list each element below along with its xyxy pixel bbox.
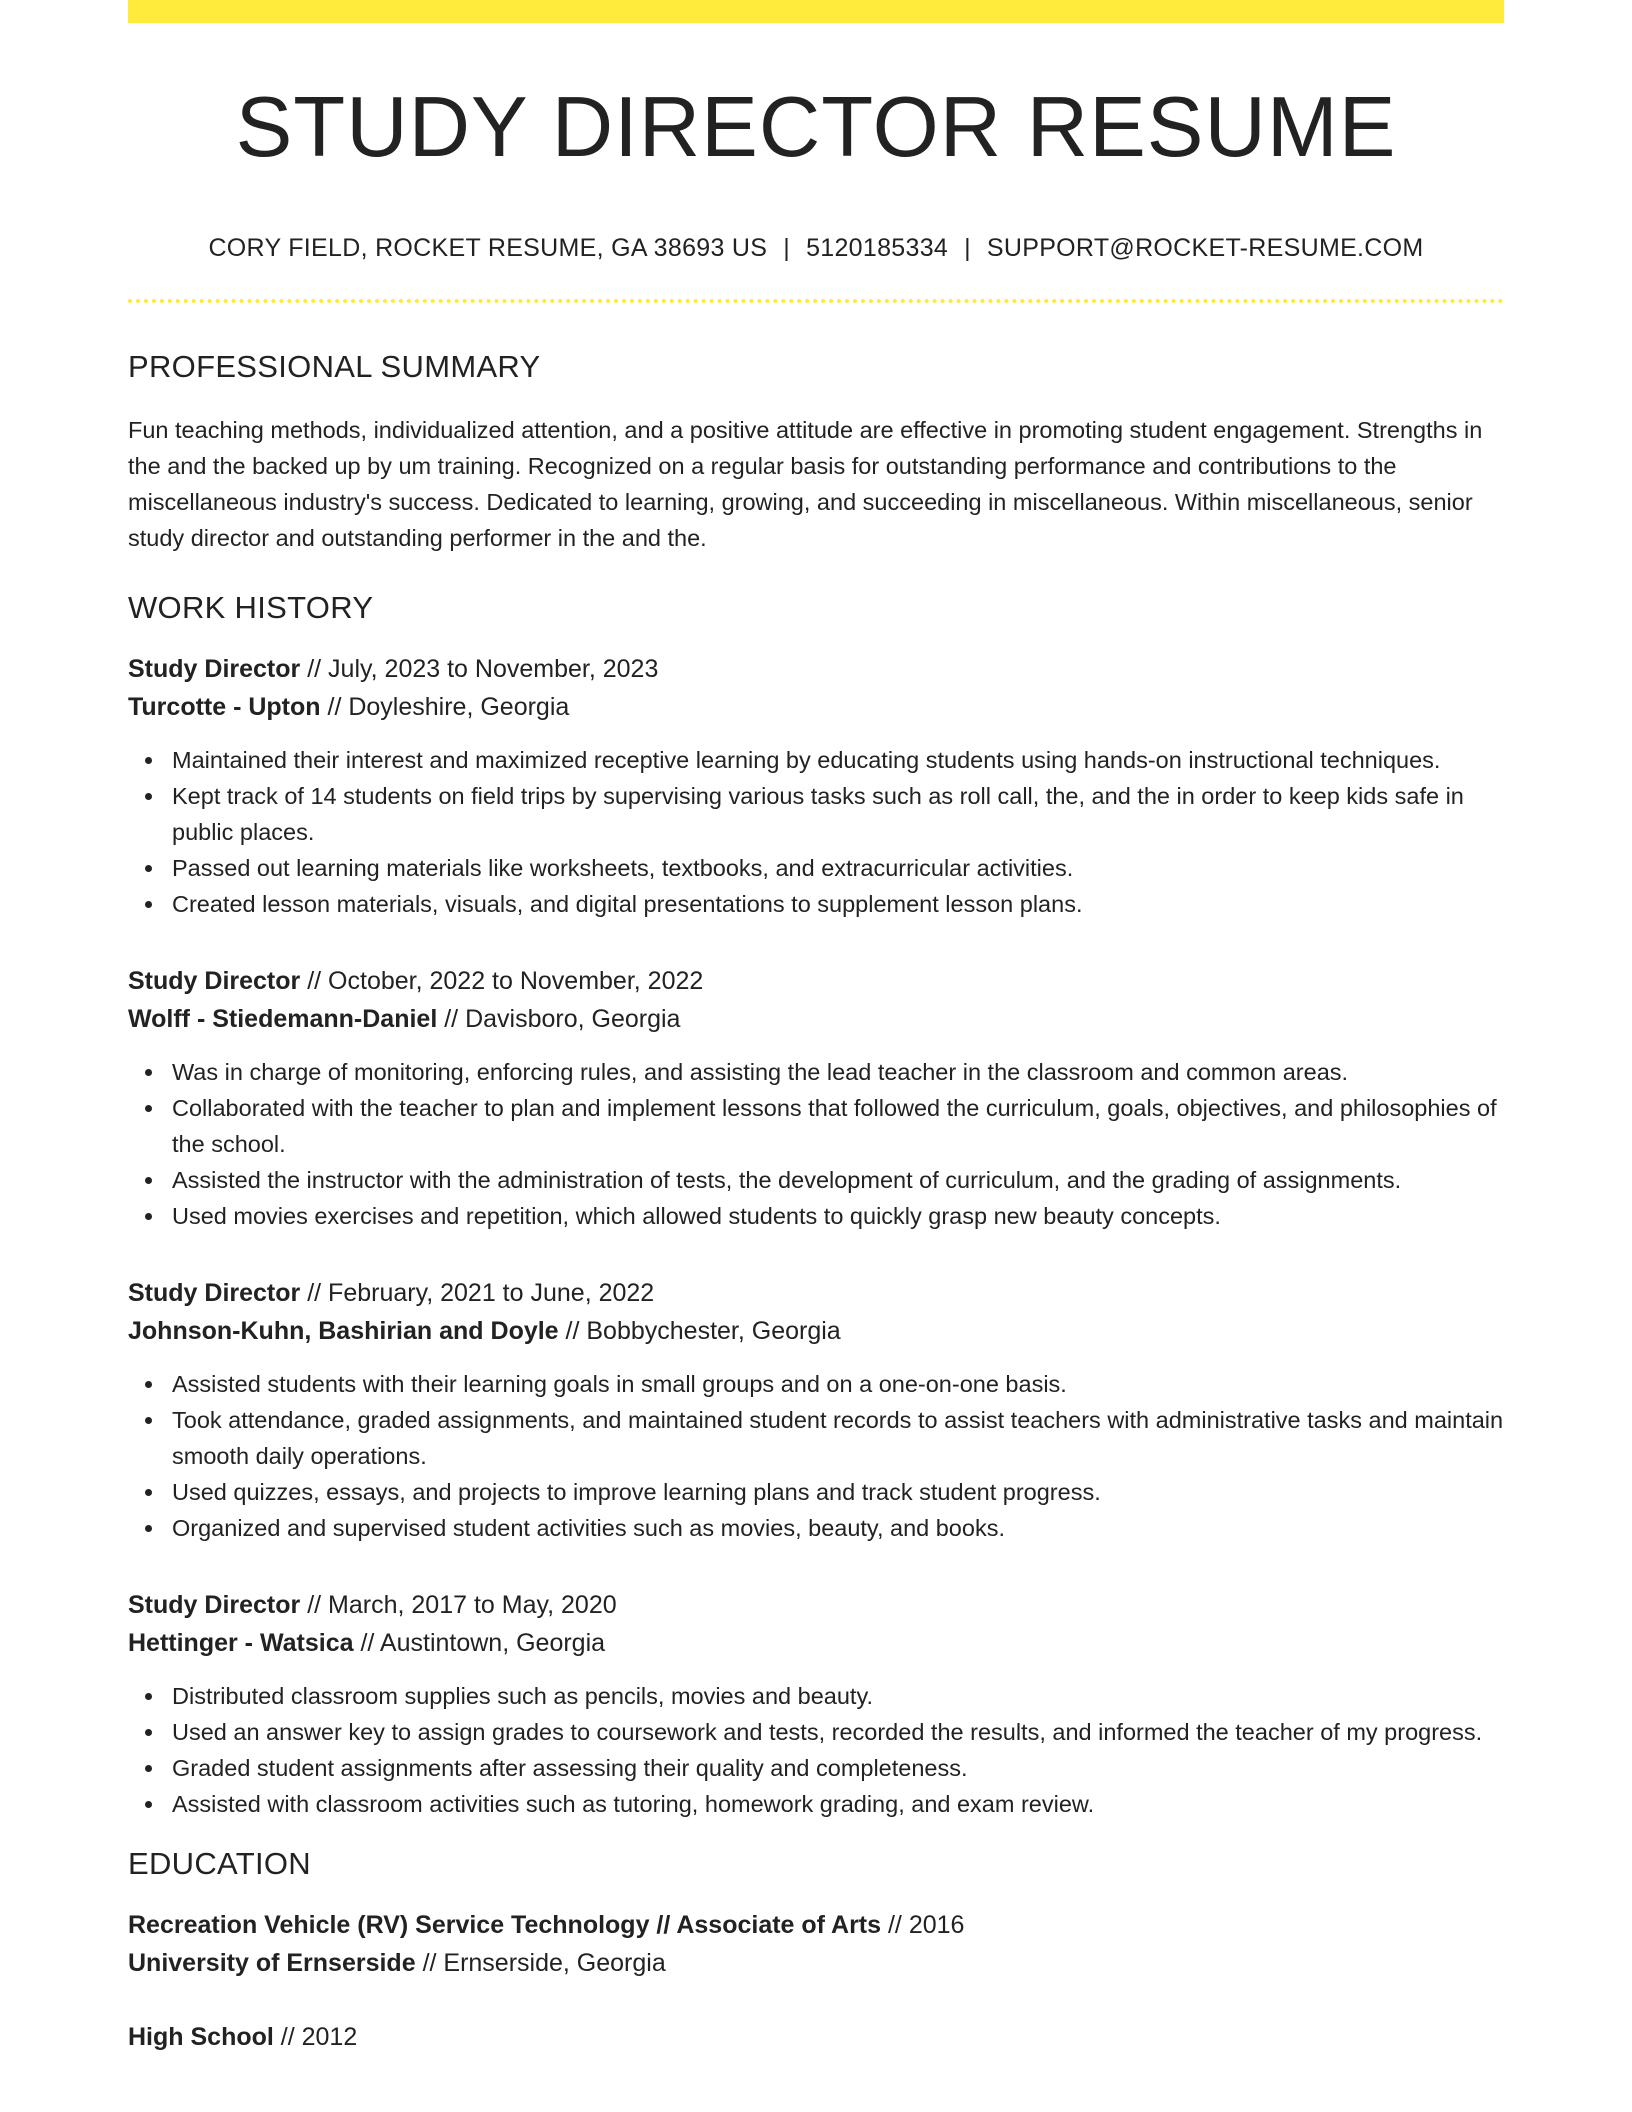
job-bullet: Maintained their interest and maximized receptive learning by educating students using hands-on instructional techniques.	[172, 742, 1504, 778]
job-company: Wolff - Stiedemann-Daniel	[128, 1005, 438, 1033]
job-role: Study Director	[128, 1591, 301, 1619]
education-degree: Recreation Vehicle (RV) Service Technology // Associate of Arts	[128, 1911, 882, 1939]
job-title-line	[128, 650, 1504, 688]
job-dates: // July, 2023 to November, 2023	[300, 655, 659, 683]
job-company-line	[128, 1312, 1504, 1350]
job-company-line	[128, 1000, 1504, 1038]
job-company: Johnson-Kuhn, Bashirian and Doyle	[128, 1317, 559, 1345]
job-title-line	[128, 962, 1504, 1000]
job-title-line	[128, 1274, 1504, 1312]
job-role: Study Director	[128, 1279, 301, 1307]
job-bullets	[128, 1678, 1504, 1822]
job-entry	[128, 1274, 1504, 1546]
contact-email: SUPPORT@ROCKET-RESUME.COM	[986, 234, 1424, 262]
education-school-line	[128, 1944, 1504, 1982]
job-bullet: Passed out learning materials like worksheets, textbooks, and extracurricular activities.	[172, 850, 1504, 886]
section-heading-work-history: WORK HISTORY	[128, 590, 374, 625]
job-bullet: Was in charge of monitoring, enforcing rules, and assisting the lead teacher in the classroom and common areas.	[172, 1054, 1504, 1090]
job-bullet: Collaborated with the teacher to plan and implement lessons that followed the curriculum, goals, objectives, and philosophies of the school.	[172, 1090, 1504, 1162]
education-entry	[128, 2018, 1504, 2056]
job-company: Turcotte - Upton	[128, 693, 321, 721]
contact-phone: 5120185334	[806, 234, 949, 262]
job-bullet: Organized and supervised student activities such as movies, beauty, and books.	[172, 1510, 1504, 1546]
section-heading-education: EDUCATION	[128, 1846, 311, 1881]
resume-title: STUDY DIRECTOR RESUME	[235, 80, 1397, 175]
contact-address: CORY FIELD, ROCKET RESUME, GA 38693 US	[208, 234, 768, 262]
education-location: // Ernserside, Georgia	[415, 1949, 666, 1977]
education-degree-line	[128, 1906, 1504, 1944]
job-bullet: Assisted students with their learning goals in small groups and on a one-on-one basis.	[172, 1366, 1504, 1402]
job-bullet: Used an answer key to assign grades to coursework and tests, recorded the results, and informed the teacher of my progress.	[172, 1714, 1504, 1750]
job-company: Hettinger - Watsica	[128, 1629, 354, 1657]
job-role: Study Director	[128, 967, 301, 995]
job-entry	[128, 1586, 1504, 1822]
job-bullets	[128, 1366, 1504, 1546]
job-bullet: Assisted with classroom activities such as tutoring, homework grading, and exam review.	[172, 1786, 1504, 1822]
job-bullet: Used quizzes, essays, and projects to improve learning plans and track student progress.	[172, 1474, 1504, 1510]
job-bullet: Distributed classroom supplies such as pencils, movies and beauty.	[172, 1678, 1504, 1714]
job-dates: // October, 2022 to November, 2022	[300, 967, 704, 995]
job-bullet: Graded student assignments after assessing their quality and completeness.	[172, 1750, 1504, 1786]
job-dates: // February, 2021 to June, 2022	[300, 1279, 655, 1307]
contact-line	[128, 234, 1504, 263]
job-location: // Davisboro, Georgia	[437, 1005, 681, 1033]
job-location: // Bobbychester, Georgia	[558, 1317, 841, 1345]
education-year: // 2016	[881, 1911, 965, 1939]
job-entry	[128, 650, 1504, 922]
resume-page	[128, 0, 1504, 2056]
job-company-line	[128, 1624, 1504, 1662]
education-entry	[128, 1906, 1504, 1982]
top-accent-bar	[128, 0, 1504, 23]
education-year: // 2012	[273, 2023, 358, 2051]
section-heading-summary: PROFESSIONAL SUMMARY	[128, 349, 541, 384]
education-school: University of Ernserside	[128, 1949, 416, 1977]
job-bullet: Assisted the instructor with the administration of tests, the development of curriculum, and the grading of assignments.	[172, 1162, 1504, 1198]
dotted-divider	[128, 299, 1504, 303]
job-bullets	[128, 742, 1504, 922]
job-bullet: Created lesson materials, visuals, and digital presentations to supplement lesson plans.	[172, 886, 1504, 922]
job-bullets	[128, 1054, 1504, 1234]
job-company-line	[128, 688, 1504, 726]
summary-text: Fun teaching methods, individualized attention, and a positive attitude are effective in promoting student engagement. Strengths in the and the backed up by um training. Recognized on a regular basis for outstanding performance and contributions to the miscellaneous industry's success. Dedicated to learning, growing, and succeeding in miscellaneous. Within miscellaneous, senior study director and outstanding performer in the and the.	[128, 417, 1483, 551]
education-degree: High School	[128, 2023, 274, 2051]
job-entry	[128, 962, 1504, 1234]
job-bullet: Kept track of 14 students on field trips by supervising various tasks such as roll call, the, and the in order to keep kids safe in public places.	[172, 778, 1504, 850]
job-title-line	[128, 1586, 1504, 1624]
job-role: Study Director	[128, 655, 301, 683]
contact-separator: |	[783, 234, 791, 262]
education-degree-line	[128, 2018, 1504, 2056]
job-location: // Austintown, Georgia	[353, 1629, 606, 1657]
job-bullet: Took attendance, graded assignments, and maintained student records to assist teachers with administrative tasks and maintain smooth daily operations.	[172, 1402, 1504, 1474]
job-dates: // March, 2017 to May, 2020	[300, 1591, 617, 1619]
job-bullet: Used movies exercises and repetition, which allowed students to quickly grasp new beauty concepts.	[172, 1198, 1504, 1234]
contact-separator: |	[964, 234, 971, 262]
job-location: // Doyleshire, Georgia	[320, 693, 570, 721]
